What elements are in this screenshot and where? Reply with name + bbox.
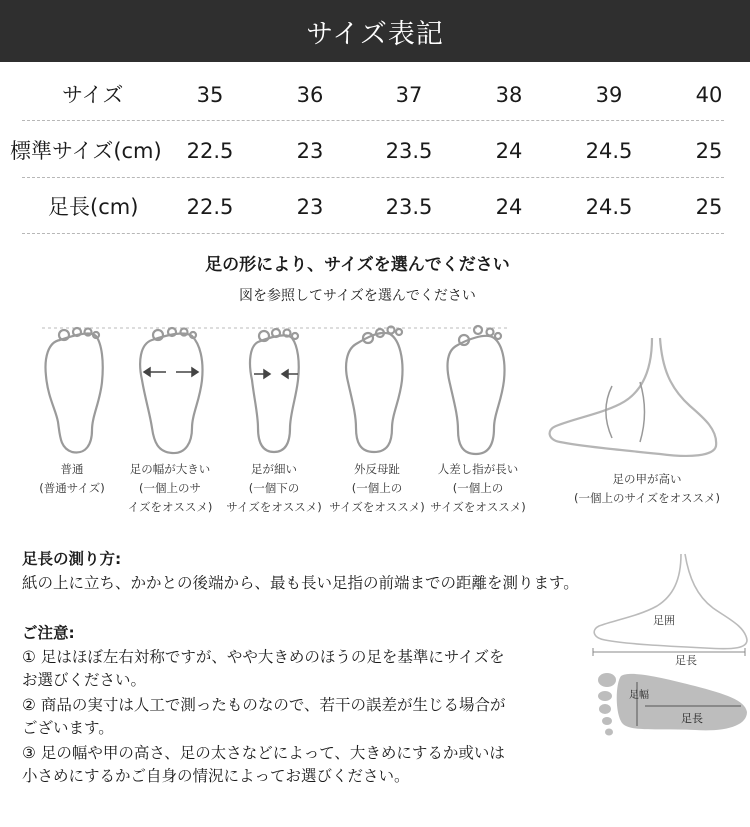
- table-cell: 37: [395, 83, 423, 107]
- table-row-foot-length: [0, 182, 750, 232]
- note-line: お選びください。: [22, 671, 147, 689]
- toe-mark: [396, 329, 402, 335]
- foot-type-text: 足の幅が大きい: [129, 462, 211, 476]
- row-label: サイズ: [62, 83, 124, 107]
- row-label: 足長(cm): [48, 195, 139, 219]
- header-title: サイズ表記: [306, 18, 444, 50]
- table-cell: 23: [296, 139, 324, 163]
- toe-mark: [292, 333, 298, 339]
- toe-print: [598, 673, 616, 687]
- foot-type-text: イズをオススメ): [127, 500, 213, 514]
- foot-type-long-toe-label: [418, 460, 538, 517]
- foot-type-wide-label: [110, 460, 230, 517]
- foot-type-text: (一個上の: [351, 481, 403, 495]
- toe-print: [605, 729, 613, 736]
- row-divider: [22, 177, 724, 178]
- note-line: ③ 足の幅や甲の高さ、足の太さなどによって、大きめにするか或いは: [22, 744, 505, 762]
- sole-length-label: 足長: [681, 712, 703, 725]
- note-line: ① 足はほぼ左右対称ですが、やや大きめのほうの足を基準にサイズを: [22, 648, 505, 666]
- foot-type-text: 足が細い: [251, 462, 297, 476]
- foot-type-text: (普通サイズ): [39, 481, 105, 495]
- header-banner: [0, 0, 750, 62]
- side-foot-icon: [594, 554, 747, 649]
- note-line: ② 商品の実寸は人工で測ったものなので、若干の誤差が生じる場合が: [22, 696, 506, 714]
- foot-type-text: (一個上の: [452, 481, 504, 495]
- table-cell: 22.5: [186, 139, 234, 163]
- foot-type-text: 普通: [60, 462, 84, 476]
- long-second-toe-foot-icon: [448, 336, 505, 454]
- narrow-foot-icon: [250, 335, 299, 452]
- note-item: [22, 646, 505, 692]
- table-cell: 35: [196, 83, 224, 107]
- toe-mark: [181, 329, 188, 336]
- foot-guide-title: 足の形により、サイズを選んでください: [205, 255, 510, 275]
- bunion-foot-icon: [346, 333, 402, 452]
- foot-type-narrow-label: [214, 460, 334, 517]
- foot-type-text: 人差し指が長い: [437, 462, 519, 476]
- row-label: 標準サイズ(cm): [10, 139, 162, 163]
- note-line: ございます。: [22, 719, 114, 737]
- foot-type-text: 外反母趾: [354, 462, 400, 476]
- note-item: [22, 694, 506, 740]
- girth-label: 足囲: [653, 614, 675, 627]
- toe-mark: [487, 329, 494, 336]
- toe-mark: [474, 326, 482, 334]
- notes-title: [22, 622, 75, 645]
- foot-type-text: サイズをオススメ): [329, 500, 425, 514]
- table-cell: 24.5: [585, 139, 633, 163]
- toe-mark: [388, 327, 395, 334]
- row-divider: [22, 120, 724, 121]
- table-cell: 36: [296, 83, 324, 107]
- table-cell: 38: [495, 83, 523, 107]
- table-cell: 24: [495, 139, 523, 163]
- width-label: 足幅: [629, 690, 649, 701]
- toe-mark: [284, 330, 291, 337]
- table-cell: 40: [695, 83, 723, 107]
- table-cell: 23.5: [385, 195, 433, 219]
- foot-type-text: 足の甲が高い: [612, 472, 682, 486]
- table-cell: 25: [695, 195, 723, 219]
- foot-type-text: (一個下の: [248, 481, 300, 495]
- foot-type-text: (一個上のサ: [139, 481, 201, 495]
- side-length-label: 足長: [675, 654, 697, 667]
- table-cell: 39: [595, 83, 623, 107]
- table-cell: 23: [296, 195, 324, 219]
- foot-guide-subtitle: 図を参照してサイズを選んでください: [239, 288, 476, 304]
- measure-section: [22, 548, 121, 571]
- toe-mark: [495, 333, 501, 339]
- foot-type-text: サイズをオススメ): [430, 500, 526, 514]
- foot-shapes: [0, 318, 750, 458]
- toe-print: [599, 704, 611, 714]
- wide-foot-icon: [140, 333, 202, 453]
- row-divider: [22, 233, 724, 234]
- toe-print: [602, 717, 612, 725]
- foot-type-gallery: [0, 318, 750, 528]
- measure-diagram: [585, 548, 750, 738]
- notes-title-text: ご注意:: [22, 624, 75, 642]
- measure-title: 足長の測り方:: [22, 550, 122, 568]
- table-cell: 23.5: [385, 139, 433, 163]
- table-row-standard: [0, 126, 750, 176]
- note-item: [22, 742, 505, 788]
- measure-text: 紙の上に立ち、かかとの後端から、最も長い足指の前端までの距離を測ります。: [22, 574, 579, 592]
- high-instep-foot-icon: [550, 338, 717, 456]
- foot-type-text: サイズをオススメ): [226, 500, 322, 514]
- table-row-size: [0, 70, 750, 120]
- table-cell: 25: [695, 139, 723, 163]
- table-cell: 24.5: [585, 195, 633, 219]
- foot-type-text: (一個上のサイズをオススメ): [574, 491, 720, 505]
- toe-mark: [85, 329, 92, 336]
- toe-print: [598, 691, 612, 701]
- note-line: 小さめにするかご自身の情況によってお選びください。: [22, 767, 410, 785]
- table-cell: 24: [495, 195, 523, 219]
- normal-foot-icon: [46, 333, 103, 452]
- foot-type-high-instep-label: [567, 470, 727, 508]
- table-cell: 22.5: [186, 195, 234, 219]
- toe-mark: [190, 332, 196, 338]
